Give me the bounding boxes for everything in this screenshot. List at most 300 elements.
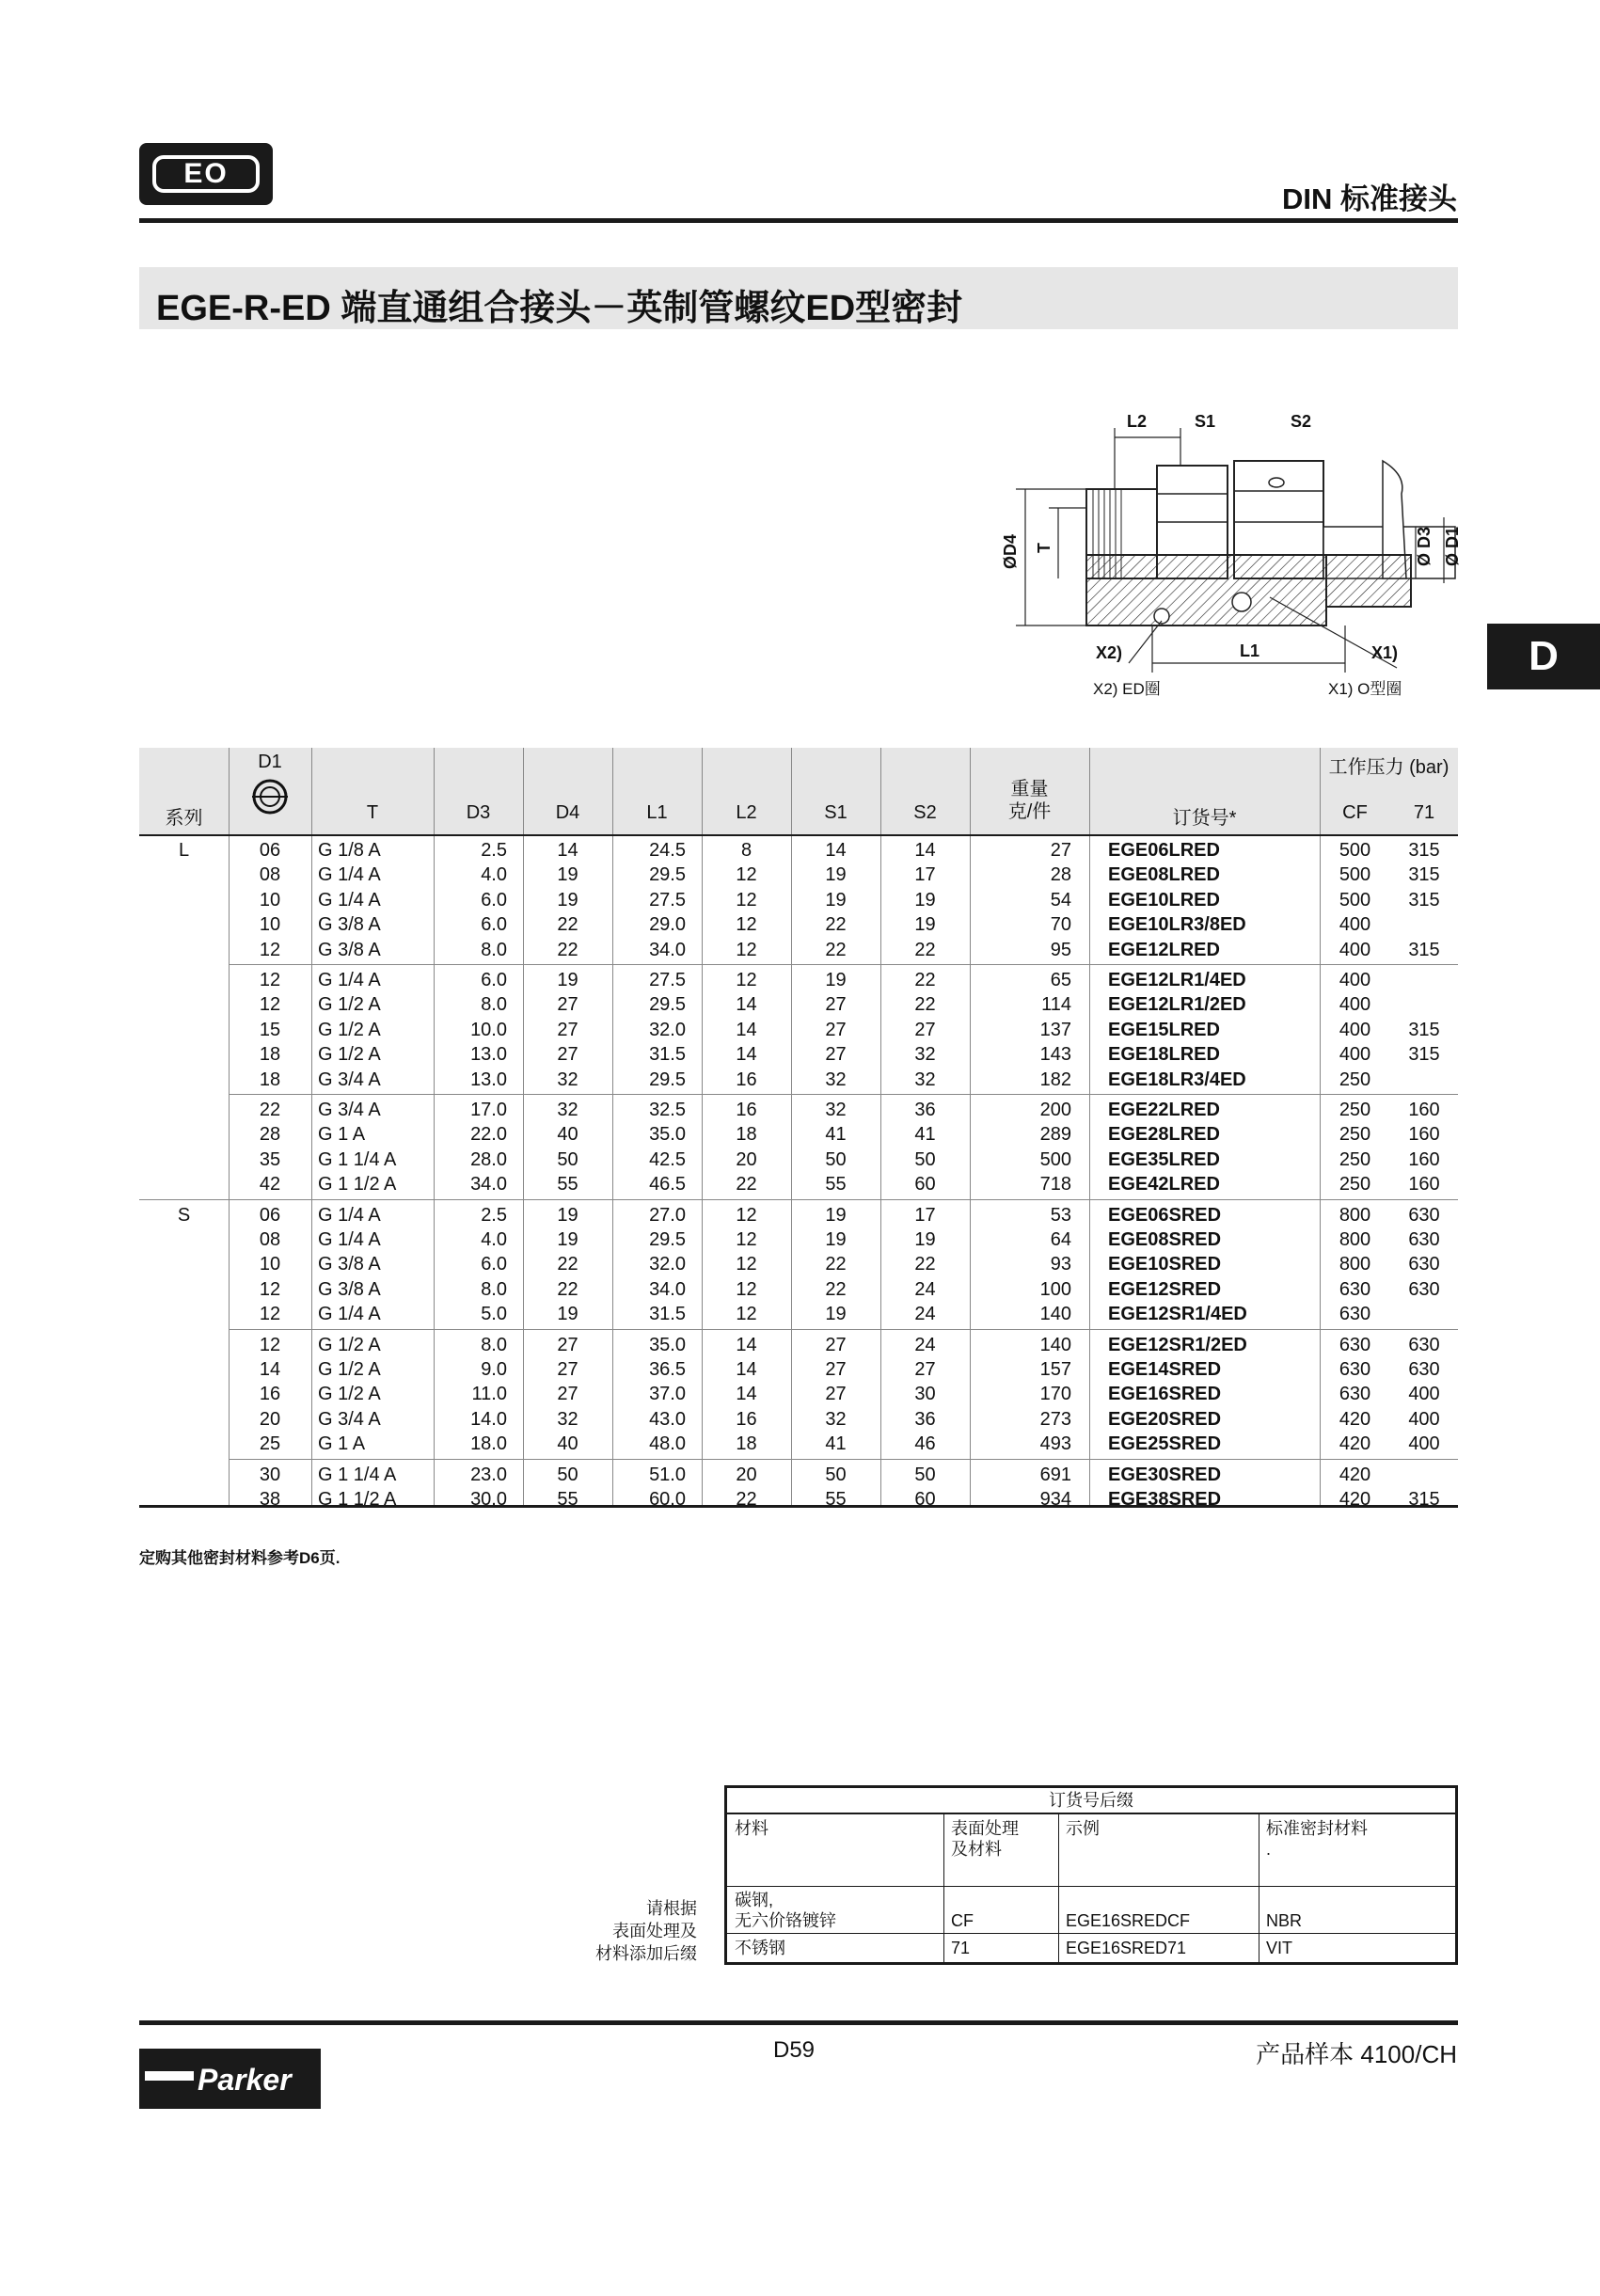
- cell-weight: 500: [1039, 1148, 1071, 1170]
- cell-l2: 14: [736, 1019, 757, 1040]
- cell-l1: 31.5: [649, 1044, 686, 1066]
- cell-s1: 19: [825, 1204, 847, 1226]
- header-d1: D1: [258, 752, 282, 772]
- suffix-title: 订货号后缀: [1049, 1791, 1133, 1810]
- cell-d3: 13.0: [470, 1069, 507, 1090]
- dim-d3: Ø D3: [1415, 526, 1434, 566]
- cell-order-no: EGE15LRED: [1108, 1019, 1220, 1040]
- header-s2: S2: [913, 802, 937, 823]
- cell-d3: 22.0: [470, 1124, 507, 1146]
- cell-pressure-cf: 500: [1339, 889, 1371, 910]
- cell-l2: 14: [736, 1044, 757, 1066]
- cell-pressure-cf: 400: [1339, 1019, 1371, 1040]
- cell-order-no: EGE35LRED: [1108, 1148, 1220, 1170]
- cell-s2: 30: [914, 1384, 936, 1405]
- cell-order-no: EGE12SR1/2ED: [1108, 1334, 1247, 1355]
- cell-d4: 14: [557, 840, 578, 861]
- cell-d4: 27: [557, 1384, 578, 1405]
- cell-pressure-cf: 400: [1339, 1044, 1371, 1066]
- cell-s2: 27: [914, 1359, 936, 1380]
- cell-order-no: EGE08SRED: [1108, 1229, 1222, 1250]
- cell-d1: 38: [259, 1489, 281, 1510]
- cell-pressure-cf: 250: [1339, 1174, 1371, 1196]
- dim-l2: L2: [1127, 412, 1148, 431]
- suffix-col-material: 材料: [735, 1819, 768, 1838]
- cell-s1: 50: [825, 1148, 847, 1170]
- header-s1: S1: [824, 802, 848, 823]
- suffix-row-1-example: EGE16SREDCF: [1066, 1911, 1191, 1930]
- cell-d3: 10.0: [470, 1019, 507, 1040]
- cell-d4: 55: [557, 1174, 578, 1196]
- header-l1: L1: [646, 802, 668, 823]
- cell-l1: 31.5: [649, 1304, 686, 1325]
- cell-weight: 95: [1050, 939, 1071, 960]
- cell-l1: 34.0: [649, 1278, 686, 1300]
- suffix-side-note-text: 请根据 表面处理及 材料添加后缀: [595, 1899, 697, 1963]
- cell-l2: 12: [736, 889, 757, 910]
- cell-d1: 10: [259, 1254, 281, 1275]
- cell-order-no: EGE28LRED: [1108, 1124, 1220, 1146]
- suffix-side-note: [595, 1897, 697, 1965]
- cell-d1: 30: [259, 1464, 281, 1485]
- cell-order-no: EGE10LR3/8ED: [1108, 914, 1246, 936]
- header-71: 71: [1413, 802, 1435, 823]
- cell-l1: 37.0: [649, 1384, 686, 1405]
- cell-l2: 22: [736, 1489, 757, 1510]
- cell-s1: 27: [825, 994, 847, 1016]
- cell-t: G 1 A: [318, 1433, 366, 1455]
- cell-l2: 16: [736, 1100, 757, 1120]
- cell-pressure-71: 400: [1408, 1384, 1440, 1405]
- cell-pressure-71: 630: [1408, 1229, 1440, 1250]
- cell-s2: 22: [914, 994, 936, 1016]
- cell-l2: 14: [736, 1359, 757, 1380]
- cell-s1: 27: [825, 1384, 847, 1405]
- cell-s2: 32: [914, 1069, 936, 1090]
- cell-d3: 13.0: [470, 1044, 507, 1066]
- cell-pressure-cf: 630: [1339, 1359, 1371, 1380]
- cell-order-no: EGE30SRED: [1108, 1464, 1222, 1485]
- cell-d3: 8.0: [481, 994, 507, 1016]
- cell-d4: 50: [557, 1464, 578, 1485]
- cell-d4: 19: [557, 970, 578, 990]
- suffix-table: [724, 1785, 1458, 1965]
- cell-d1: 12: [259, 939, 281, 960]
- cell-t: G 1/4 A: [318, 864, 381, 886]
- cell-order-no: EGE10SRED: [1108, 1254, 1222, 1275]
- cell-s2: 50: [914, 1148, 936, 1170]
- cell-weight: 273: [1039, 1408, 1071, 1430]
- catalog-id: 产品样本 4100/CH: [1256, 2040, 1457, 2068]
- cell-s2: 19: [914, 1229, 936, 1250]
- cell-d3: 6.0: [481, 1254, 507, 1275]
- cell-t: G 3/4 A: [318, 1069, 381, 1090]
- cell-weight: 100: [1039, 1278, 1071, 1300]
- cell-order-no: EGE12LRED: [1108, 939, 1220, 960]
- cell-d1: 06: [259, 1204, 281, 1226]
- cell-s1: 19: [825, 1304, 847, 1325]
- cell-pressure-71: 630: [1408, 1334, 1440, 1355]
- dim-x2: X2): [1096, 643, 1123, 662]
- cell-s1: 41: [825, 1124, 847, 1146]
- cell-d1: 10: [259, 889, 281, 910]
- cell-l2: 12: [736, 1229, 757, 1250]
- cell-weight: 53: [1050, 1204, 1071, 1226]
- cell-d4: 22: [557, 1278, 578, 1300]
- cell-pressure-cf: 800: [1339, 1254, 1371, 1275]
- cell-d1: 42: [259, 1174, 281, 1196]
- eo-logo-letters: EO: [183, 158, 229, 189]
- cell-s1: 22: [825, 914, 847, 936]
- cell-d3: 4.0: [481, 864, 507, 886]
- cell-s2: 22: [914, 970, 936, 990]
- cell-l2: 14: [736, 1334, 757, 1355]
- dim-l1: L1: [1240, 641, 1260, 660]
- cell-d4: 27: [557, 1334, 578, 1355]
- cell-weight: 200: [1039, 1100, 1071, 1120]
- cell-t: G 3/8 A: [318, 1254, 381, 1275]
- cell-weight: 691: [1039, 1464, 1071, 1485]
- cell-d4: 55: [557, 1489, 578, 1510]
- cell-t: G 1/2 A: [318, 1359, 381, 1380]
- cell-order-no: EGE12SRED: [1108, 1278, 1222, 1300]
- cell-s1: 27: [825, 1044, 847, 1066]
- cell-d4: 27: [557, 1359, 578, 1380]
- cell-d1: 18: [259, 1069, 281, 1090]
- cell-d3: 6.0: [481, 914, 507, 936]
- cell-s2: 17: [914, 864, 936, 886]
- suffix-row-2-seal: VIT: [1266, 1939, 1293, 1957]
- cell-s1: 50: [825, 1464, 847, 1485]
- cell-pressure-cf: 420: [1339, 1489, 1371, 1510]
- cell-weight: 182: [1039, 1069, 1071, 1090]
- cell-s2: 14: [914, 840, 936, 861]
- cell-l1: 27.5: [649, 970, 686, 990]
- cell-s2: 50: [914, 1464, 936, 1485]
- cell-l2: 8: [740, 840, 752, 861]
- cell-t: G 1/2 A: [318, 1044, 381, 1066]
- cell-t: G 1 1/4 A: [318, 1148, 397, 1170]
- cell-d1: 06: [259, 840, 281, 861]
- page-title: EGE-R-ED 端直通组合接头－英制管螺纹ED型密封: [156, 289, 963, 328]
- suffix-row-1-seal: NBR: [1266, 1911, 1303, 1930]
- cell-s2: 19: [914, 889, 936, 910]
- cell-s1: 27: [825, 1334, 847, 1355]
- cell-l1: 46.5: [649, 1174, 686, 1196]
- cell-l2: 22: [736, 1174, 757, 1196]
- cell-l1: 29.5: [649, 994, 686, 1016]
- dim-d4: ØD4: [1001, 533, 1020, 569]
- cell-s2: 36: [914, 1100, 936, 1120]
- cell-l2: 12: [736, 1254, 757, 1275]
- cell-weight: 54: [1050, 889, 1071, 910]
- header-d4: D4: [555, 802, 580, 823]
- dim-s2: S2: [1291, 412, 1312, 431]
- cell-l2: 18: [736, 1433, 757, 1455]
- cell-d1: 18: [259, 1044, 281, 1066]
- cell-weight: 28: [1050, 864, 1071, 886]
- suffix-row-1-material: 碳钢, 无六价铬镀锌: [735, 1891, 836, 1930]
- cell-d1: 16: [259, 1384, 281, 1405]
- series-label: L: [178, 840, 190, 861]
- fitting-data-table: [139, 748, 1458, 1508]
- cell-t: G 1 1/2 A: [318, 1489, 397, 1510]
- cell-l1: 24.5: [649, 840, 686, 861]
- cell-l2: 16: [736, 1069, 757, 1090]
- caption-x1: X1) O型圈: [1328, 680, 1402, 698]
- cell-d3: 2.5: [481, 1204, 507, 1226]
- cell-t: G 1/2 A: [318, 1384, 381, 1405]
- cell-d3: 8.0: [481, 1278, 507, 1300]
- cell-s2: 36: [914, 1408, 936, 1430]
- group-separator: [139, 1199, 1458, 1200]
- cell-t: G 1/4 A: [318, 1304, 381, 1325]
- cell-weight: 64: [1050, 1229, 1071, 1250]
- cell-l1: 27.5: [649, 889, 686, 910]
- cell-weight: 137: [1039, 1019, 1071, 1040]
- cell-s2: 17: [914, 1204, 936, 1226]
- header-order-no: 订货号*: [1172, 808, 1237, 829]
- cell-d3: 14.0: [470, 1408, 507, 1430]
- dim-s1: S1: [1195, 412, 1216, 431]
- cell-s2: 22: [914, 1254, 936, 1275]
- cell-l1: 29.5: [649, 1229, 686, 1250]
- cell-pressure-71: 315: [1408, 840, 1440, 861]
- suffix-row-1-surface: CF: [951, 1911, 974, 1930]
- cell-s1: 19: [825, 1229, 847, 1250]
- cell-d3: 34.0: [470, 1174, 507, 1196]
- cell-pressure-71: 315: [1408, 1019, 1440, 1040]
- cell-order-no: EGE10LRED: [1108, 889, 1220, 910]
- cell-weight: 934: [1039, 1489, 1071, 1510]
- cell-s2: 60: [914, 1174, 936, 1196]
- cell-d1: 12: [259, 1278, 281, 1300]
- dim-x1: X1): [1371, 643, 1399, 662]
- cell-s2: 19: [914, 914, 936, 936]
- eo-logo: [139, 143, 273, 205]
- cell-l2: 12: [736, 970, 757, 990]
- cell-order-no: EGE08LRED: [1108, 864, 1220, 886]
- header-cf: CF: [1342, 802, 1368, 823]
- cell-weight: 93: [1050, 1254, 1071, 1275]
- cell-t: G 3/8 A: [318, 1278, 381, 1300]
- group-separator: [229, 964, 1458, 965]
- cell-d4: 27: [557, 994, 578, 1016]
- cell-s2: 27: [914, 1019, 936, 1040]
- cell-l1: 35.0: [649, 1334, 686, 1355]
- cell-pressure-cf: 250: [1339, 1148, 1371, 1170]
- cell-order-no: EGE22LRED: [1108, 1100, 1220, 1120]
- cell-d1: 15: [259, 1019, 281, 1040]
- cell-d1: 08: [259, 1229, 281, 1250]
- cell-l2: 14: [736, 1384, 757, 1405]
- cell-pressure-71: 160: [1408, 1124, 1440, 1146]
- cell-d4: 19: [557, 889, 578, 910]
- cell-order-no: EGE38SRED: [1108, 1489, 1222, 1510]
- cell-pressure-cf: 400: [1339, 994, 1371, 1016]
- cell-weight: 170: [1039, 1384, 1071, 1405]
- cell-d4: 19: [557, 1229, 578, 1250]
- cell-pressure-71: 400: [1408, 1433, 1440, 1455]
- cell-l1: 29.0: [649, 914, 686, 936]
- cell-pressure-cf: 800: [1339, 1204, 1371, 1226]
- cell-d4: 32: [557, 1100, 578, 1120]
- cell-pressure-71: 315: [1408, 1044, 1440, 1066]
- cell-s2: 24: [914, 1278, 936, 1300]
- cell-d4: 22: [557, 914, 578, 936]
- cell-l1: 32.0: [649, 1019, 686, 1040]
- cell-l1: 34.0: [649, 939, 686, 960]
- cell-l1: 42.5: [649, 1148, 686, 1170]
- cell-d4: 19: [557, 1204, 578, 1226]
- cell-t: G 1/4 A: [318, 1229, 381, 1250]
- cell-pressure-71: 160: [1408, 1100, 1440, 1120]
- cell-s1: 19: [825, 970, 847, 990]
- suffix-col-example: 示例: [1066, 1819, 1100, 1838]
- cell-weight: 718: [1039, 1174, 1071, 1196]
- cell-pressure-71: 315: [1408, 889, 1440, 910]
- cell-s1: 27: [825, 1019, 847, 1040]
- header-rule: [139, 218, 1458, 223]
- cell-s2: 46: [914, 1433, 936, 1455]
- cell-s2: 41: [914, 1124, 936, 1146]
- parker-logo: [139, 2049, 321, 2109]
- cell-pressure-71: 315: [1408, 864, 1440, 886]
- footnote: 定购其他密封材料参考D6页.: [139, 1549, 341, 1567]
- cell-t: G 3/8 A: [318, 939, 381, 960]
- cell-pressure-cf: 420: [1339, 1433, 1371, 1455]
- footer-rule: [139, 2020, 1458, 2025]
- cell-s1: 32: [825, 1408, 847, 1430]
- cell-d1: 28: [259, 1124, 281, 1146]
- cell-d1: 35: [259, 1148, 281, 1170]
- cell-s1: 22: [825, 1278, 847, 1300]
- suffix-row-2-material: 不锈钢: [735, 1939, 785, 1957]
- cell-l1: 43.0: [649, 1408, 686, 1430]
- cell-l1: 27.0: [649, 1204, 686, 1226]
- cell-s2: 24: [914, 1304, 936, 1325]
- cell-pressure-cf: 400: [1339, 914, 1371, 936]
- parker-logo-text: Parker: [198, 2063, 292, 2097]
- cell-t: G 1/8 A: [318, 840, 381, 861]
- fitting-diagram: [988, 404, 1462, 710]
- cell-weight: 140: [1039, 1334, 1071, 1355]
- header-weight: 重量 克/件: [1007, 779, 1052, 822]
- cell-pressure-71: 160: [1408, 1174, 1440, 1196]
- cell-d1: 12: [259, 994, 281, 1016]
- cell-order-no: EGE12LR1/4ED: [1108, 970, 1246, 990]
- section-tab-d: D: [1487, 624, 1600, 689]
- suffix-col-seal: 标准密封材料 .: [1266, 1819, 1368, 1859]
- cell-d4: 32: [557, 1408, 578, 1430]
- cell-pressure-71: 160: [1408, 1148, 1440, 1170]
- cell-t: G 3/4 A: [318, 1408, 381, 1430]
- section-title: DIN 标准接头: [1282, 182, 1457, 215]
- cell-l1: 29.5: [649, 1069, 686, 1090]
- cell-order-no: EGE25SRED: [1108, 1433, 1222, 1455]
- cell-order-no: EGE14SRED: [1108, 1359, 1222, 1380]
- cell-l1: 51.0: [649, 1464, 686, 1485]
- cell-s2: 22: [914, 939, 936, 960]
- cell-l1: 48.0: [649, 1433, 686, 1455]
- cell-s1: 19: [825, 864, 847, 886]
- cell-weight: 65: [1050, 970, 1071, 990]
- cell-pressure-cf: 630: [1339, 1384, 1371, 1405]
- cell-d1: 25: [259, 1433, 281, 1455]
- table-header-rule: [139, 834, 1458, 836]
- cell-d3: 5.0: [481, 1304, 507, 1325]
- cell-d4: 19: [557, 1304, 578, 1325]
- cell-t: G 1/2 A: [318, 994, 381, 1016]
- caption-x2: X2) ED圈: [1093, 680, 1161, 698]
- cell-s1: 32: [825, 1069, 847, 1090]
- cell-order-no: EGE18LR3/4ED: [1108, 1069, 1246, 1090]
- cell-d3: 6.0: [481, 889, 507, 910]
- cell-t: G 1/4 A: [318, 889, 381, 910]
- cell-d1: 14: [259, 1359, 281, 1380]
- cell-order-no: EGE06SRED: [1108, 1204, 1222, 1226]
- cell-l2: 18: [736, 1124, 757, 1146]
- cell-t: G 3/8 A: [318, 914, 381, 936]
- cell-d1: 12: [259, 1334, 281, 1355]
- cell-t: G 1 1/4 A: [318, 1464, 397, 1485]
- cell-l1: 36.5: [649, 1359, 686, 1380]
- cell-d4: 32: [557, 1069, 578, 1090]
- cell-pressure-cf: 250: [1339, 1124, 1371, 1146]
- cell-d3: 9.0: [481, 1359, 507, 1380]
- cell-order-no: EGE16SRED: [1108, 1384, 1222, 1405]
- cell-pressure-71: 630: [1408, 1359, 1440, 1380]
- cell-l2: 12: [736, 864, 757, 886]
- cell-pressure-71: 630: [1408, 1204, 1440, 1226]
- cell-weight: 140: [1039, 1304, 1071, 1325]
- cell-pressure-cf: 800: [1339, 1229, 1371, 1250]
- dim-t: T: [1035, 543, 1053, 553]
- cell-d1: 12: [259, 1304, 281, 1325]
- series-label: S: [177, 1204, 191, 1226]
- cell-s1: 32: [825, 1100, 847, 1120]
- cell-d1: 10: [259, 914, 281, 936]
- cell-weight: 27: [1050, 840, 1071, 861]
- suffix-col-surface: 表面处理 及材料: [951, 1819, 1019, 1859]
- cell-l2: 20: [736, 1464, 757, 1485]
- cell-pressure-cf: 420: [1339, 1408, 1371, 1430]
- eo-logo-text: [152, 155, 260, 193]
- cell-pressure-71: 630: [1408, 1278, 1440, 1300]
- cell-weight: 143: [1039, 1044, 1071, 1066]
- cell-l1: 32.5: [649, 1100, 686, 1120]
- cell-t: G 3/4 A: [318, 1100, 381, 1120]
- cell-d3: 4.0: [481, 1229, 507, 1250]
- cell-weight: 289: [1039, 1124, 1071, 1146]
- cell-d3: 6.0: [481, 970, 507, 990]
- cell-s1: 22: [825, 939, 847, 960]
- cell-pressure-71: 630: [1408, 1254, 1440, 1275]
- cell-s1: 27: [825, 1359, 847, 1380]
- cell-s1: 41: [825, 1433, 847, 1455]
- header-pressure: 工作压力 (bar): [1328, 757, 1450, 778]
- cell-s1: 55: [825, 1489, 847, 1510]
- cell-l1: 35.0: [649, 1124, 686, 1146]
- cell-d4: 22: [557, 1254, 578, 1275]
- cell-pressure-cf: 630: [1339, 1278, 1371, 1300]
- cell-l2: 12: [736, 1304, 757, 1325]
- cell-l1: 32.0: [649, 1254, 686, 1275]
- cell-l2: 14: [736, 994, 757, 1016]
- cell-d4: 27: [557, 1044, 578, 1066]
- cell-t: G 1 A: [318, 1124, 366, 1146]
- cell-order-no: EGE06LRED: [1108, 840, 1220, 861]
